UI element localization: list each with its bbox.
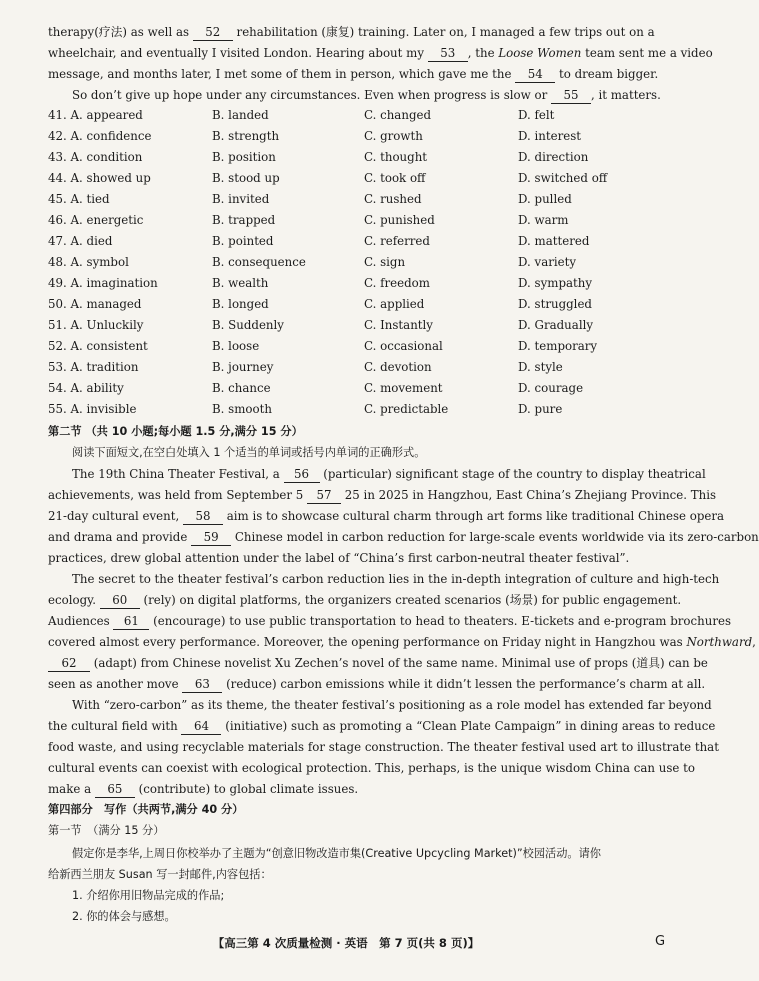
option-a: 46. A. energetic — [48, 213, 144, 227]
blank-57: 57 — [307, 487, 341, 504]
option-a: 54. A. ability — [48, 381, 124, 395]
blank-53: 53 — [428, 45, 468, 62]
page-footer: 【高三第 4 次质量检测 · 英语 第 7 页(共 8 页)】 — [212, 936, 480, 950]
option-b: B. smooth — [212, 402, 272, 416]
option-a: 49. A. imagination — [48, 276, 158, 290]
option-b: B. strength — [212, 129, 280, 143]
option-c: C. thought — [364, 150, 428, 164]
option-d: D. sympathy — [518, 276, 593, 290]
blank-59: 59 — [191, 529, 231, 546]
blank-60: 60 — [100, 592, 140, 609]
passage-line: message, and months later, I met some of them in person, which gave me the 54 to dream bigger. — [48, 67, 659, 81]
p2-line: covered almost every performance. Moreover, the opening performance on Friday night in Hangzhou was Northward, — [48, 635, 756, 649]
passage-line: So don’t give up hope under any circumstances. Even when progress is slow or 55 , it matters. — [72, 88, 661, 102]
p3-line: With “zero-carbon” as its theme, the theater festival’s positioning as a role model has extended far beyond — [72, 698, 712, 712]
option-d: D. direction — [518, 150, 589, 164]
option-d: D. pulled — [518, 192, 572, 206]
option-c: C. movement — [364, 381, 443, 395]
section2-instruction: 阅读下面短文,在空白处填入 1 个适当的单词或括号内单词的正确形式。 — [72, 446, 426, 459]
option-d: D. pure — [518, 402, 563, 416]
option-d: D. switched off — [518, 171, 608, 185]
option-d: D. struggled — [518, 297, 592, 311]
blank-62: 62 — [48, 655, 90, 672]
option-c: C. freedom — [364, 276, 430, 290]
option-c: C. occasional — [364, 339, 443, 353]
option-b: B. invited — [212, 192, 270, 206]
option-b: B. journey — [212, 360, 274, 374]
option-d: D. mattered — [518, 234, 590, 248]
option-a: 48. A. symbol — [48, 255, 129, 269]
writing-prompt: 假定你是李华,上周日你校举办了主题为“创意旧物改造市集(Creative Upcycling Market)”校园活动。请你 — [72, 847, 601, 860]
option-d: D. courage — [518, 381, 584, 395]
option-a: 52. A. consistent — [48, 339, 148, 353]
writing-point-2: 2. 你的体会与感想。 — [72, 910, 176, 923]
option-d: D. Gradually — [518, 318, 594, 332]
p3-line: food waste, and using recyclable materials for stage construction. The theater festival used art to illustrate that — [48, 740, 719, 754]
option-c: C. changed — [364, 108, 432, 122]
option-a: 43. A. condition — [48, 150, 143, 164]
option-d: D. warm — [518, 213, 569, 227]
option-d: D. variety — [518, 255, 577, 269]
writing-point-1: 1. 介绍你用旧物品完成的作品; — [72, 889, 225, 902]
p1-line: and drama and provide 59 Chinese model in carbon reduction for large-scale events worldwide via its zero-carbon — [48, 530, 759, 544]
p2-line: The secret to the theater festival’s carbon reduction lies in the in-depth integration of culture and high-tech — [72, 572, 720, 586]
option-c: C. referred — [364, 234, 430, 248]
option-c: C. sign — [364, 255, 406, 269]
passage-line: therapy(疗法) as well as 52 rehabilitation (康复) training. Later on, I managed a few trips out on a — [48, 25, 655, 39]
blank-64: 64 — [181, 718, 221, 735]
p1-line: 21-day cultural event, 58 aim is to showcase cultural charm through art forms like traditional Chinese opera — [48, 509, 725, 523]
option-c: C. devotion — [364, 360, 432, 374]
section1-heading: 第一节 （满分 15 分） — [48, 824, 165, 837]
part4-heading: 第四部分 写作（共两节,满分 40 分） — [48, 803, 244, 816]
option-a: 55. A. invisible — [48, 402, 137, 416]
p1-line: The 19th China Theater Festival, a 56 (particular) significant stage of the country to display theatrical — [72, 467, 706, 481]
option-a: 53. A. tradition — [48, 360, 139, 374]
p2-line: 62 (adapt) from Chinese novelist Xu Zechen’s novel of the same name. Minimal use of props (道具) can be — [48, 655, 708, 672]
option-a: 45. A. tied — [48, 192, 110, 206]
option-d: D. interest — [518, 129, 582, 143]
p2-line: seen as another move 63 (reduce) carbon emissions while it didn’t lessen the performance’s charm at all. — [48, 677, 706, 691]
blank-56: 56 — [284, 466, 320, 483]
blank-52: 52 — [193, 24, 233, 41]
option-b: B. consequence — [212, 255, 306, 269]
blank-58: 58 — [183, 508, 223, 525]
option-b: B. Suddenly — [212, 318, 284, 332]
option-b: B. stood up — [212, 171, 280, 185]
option-c: C. predictable — [364, 402, 449, 416]
option-b: B. position — [212, 150, 276, 164]
option-b: B. chance — [212, 381, 271, 395]
option-c: C. applied — [364, 297, 425, 311]
option-d: D. felt — [518, 108, 555, 122]
option-a: 44. A. showed up — [48, 171, 151, 185]
option-b: B. trapped — [212, 213, 276, 227]
p1-line: practices, drew global attention under the label of “China’s first carbon-neutral theater festival”. — [48, 551, 630, 565]
option-a: 51. A. Unluckily — [48, 318, 144, 332]
blank-54: 54 — [515, 66, 555, 83]
option-a: 42. A. confidence — [48, 129, 152, 143]
option-c: C. growth — [364, 129, 423, 143]
option-b: B. landed — [212, 108, 269, 122]
option-b: B. pointed — [212, 234, 274, 248]
p3-line: the cultural field with 64 (initiative) such as promoting a “Clean Plate Campaign” in dining areas to reduce — [48, 719, 716, 733]
blank-61: 61 — [113, 613, 149, 630]
blank-55: 55 — [551, 87, 591, 104]
option-c: C. took off — [364, 171, 426, 185]
option-b: B. wealth — [212, 276, 269, 290]
option-c: C. Instantly — [364, 318, 433, 332]
option-a: 41. A. appeared — [48, 108, 143, 122]
writing-prompt: 给新西兰朋友 Susan 写一封邮件,内容包括： — [48, 868, 272, 881]
p2-line: ecology. 60 (rely) on digital platforms, the organizers created scenarios (场景) for public engagement. — [48, 593, 682, 607]
p3-line: make a 65 (contribute) to global climate issues. — [48, 782, 359, 796]
p3-line: cultural events can coexist with ecological protection. This, perhaps, is the unique wisdom China can use to — [48, 761, 695, 775]
section2-heading: 第二节 （共 10 小题;每小题 1.5 分,满分 15 分） — [48, 425, 303, 438]
option-c: C. rushed — [364, 192, 422, 206]
option-a: 47. A. died — [48, 234, 113, 248]
blank-65: 65 — [95, 781, 135, 798]
paper-letter: G — [655, 934, 666, 949]
option-b: B. loose — [212, 339, 260, 353]
option-d: D. style — [518, 360, 563, 374]
option-b: B. longed — [212, 297, 269, 311]
option-d: D. temporary — [518, 339, 598, 353]
p2-line: Audiences 61 (encourage) to use public transportation to head to theaters. E-tickets and e-program brochures — [48, 614, 731, 628]
option-c: C. punished — [364, 213, 435, 227]
p1-line: achievements, was held from September 5 57 25 in 2025 in Hangzhou, East China’s Zhejiang Province. This — [48, 488, 717, 502]
passage-line: wheelchair, and eventually I visited London. Hearing about my 53 , the Loose Women team sent me a video — [48, 46, 713, 60]
blank-63: 63 — [182, 676, 222, 693]
option-a: 50. A. managed — [48, 297, 142, 311]
